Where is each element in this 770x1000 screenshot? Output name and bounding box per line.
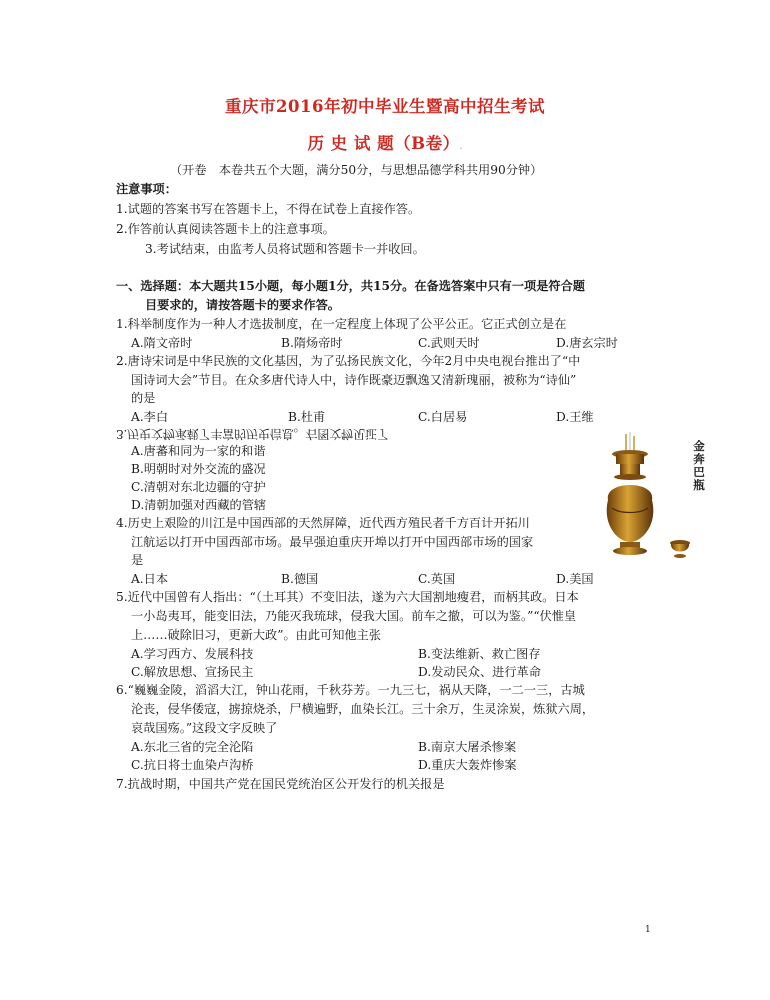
q5-option-b: B.变法维新、救亡图存 bbox=[418, 647, 541, 661]
q2-stem: 2.唐诗宋词是中华民族的文化基因，为了弘扬民族文化，今年2月中央电视台推出了“中 bbox=[116, 354, 581, 368]
q2-option-c: C.白居易 bbox=[418, 410, 468, 424]
q6-option-c: C.抗日将士血染卢沟桥 bbox=[131, 758, 254, 772]
q2-option-a: A.李白 bbox=[131, 410, 169, 424]
q4-option-a: A.日本 bbox=[131, 572, 169, 586]
q1-option-a: A.隋文帝时 bbox=[131, 336, 193, 350]
section1-heading: 一、选择题：本大题共15小题，每小题1分，共15分。在备选答案中只有一项是符合题 bbox=[116, 279, 585, 293]
golden-urn-figure bbox=[598, 430, 703, 565]
q1-option-d: D.唐玄宗时 bbox=[556, 336, 618, 350]
q4-stem-cont: 是 bbox=[131, 553, 144, 567]
q5-stem-cont: 上……破除旧习，更新大政”。由此可知他主张 bbox=[131, 628, 381, 642]
q6-option-a: A.东北三省的完全沦陷 bbox=[131, 740, 254, 754]
section1-heading-cont: 目要求的，请按答题卡的要求作答。 bbox=[145, 298, 340, 312]
figure-caption: 金奔巴瓶 bbox=[693, 439, 705, 492]
q3-stem: 3.历史文物承载了丰富的历史信息。右图文物见证了 bbox=[116, 427, 389, 441]
exam-subtitle bbox=[0, 130, 770, 154]
page-number: 1 bbox=[645, 925, 651, 935]
q4-option-d: D.美国 bbox=[556, 572, 594, 586]
q4-stem: 4.历史上艰险的川江是中国西部的天然屏障，近代西方殖民者千方百计开拓川 bbox=[116, 516, 530, 530]
q4-option-b: B.德国 bbox=[281, 572, 319, 586]
q7-stem: 7.抗战时期，中国共产党在国民党统治区公开发行的机关报是 bbox=[116, 777, 445, 791]
stray-dot: . bbox=[459, 142, 463, 151]
exam-subtitle-text: 历 史 试 题（B卷） bbox=[307, 134, 460, 153]
q2-option-b: B.杜甫 bbox=[288, 410, 326, 424]
q1-stem: 1.科举制度作为一种人才选拔制度，在一定程度上体现了公平公正。它正式创立是在 bbox=[116, 317, 567, 331]
q4-stem-cont: 江航运以打开中国西部市场。最早强迫重庆开埠以打开中国西部市场的国家 bbox=[131, 535, 534, 549]
q4-option-c: C.英国 bbox=[418, 572, 456, 586]
q2-stem-cont: 的是 bbox=[131, 391, 156, 405]
q6-option-b: B.南京大屠杀惨案 bbox=[418, 740, 517, 754]
q5-option-d: D.发动民众、进行革命 bbox=[418, 665, 541, 679]
q3-option-b: B.明朝时对外交流的盛况 bbox=[131, 462, 266, 476]
note-item: 3.考试结束，由监考人员将试题和答题卡一并收回。 bbox=[145, 242, 425, 256]
q2-option-d: D.王维 bbox=[556, 410, 594, 424]
q3-option-a: A.唐蕃和同为一家的和谐 bbox=[131, 444, 266, 458]
q5-stem: 5.近代中国曾有人指出：“（土耳其）不变旧法，遂为六大国割地瘦君，而柄其政。日本 bbox=[116, 590, 579, 604]
notes-heading: 注意事项： bbox=[116, 182, 177, 196]
q5-option-c: C.解放思想、宣扬民主 bbox=[131, 665, 254, 679]
q2-stem-cont: 国诗词大会”节目。在众多唐代诗人中，诗作既豪迈飘逸又清新瑰丽，被称为“诗仙” bbox=[131, 373, 577, 387]
q6-stem-cont: 哀哉国殇。”这段文字反映了 bbox=[131, 721, 278, 735]
note-item: 1.试题的答案书写在答题卡上，不得在试卷上直接作答。 bbox=[116, 202, 421, 216]
q5-option-a: A.学习西方、发展科技 bbox=[131, 647, 254, 661]
q6-stem-cont: 沦丧，侵华倭寇，掳掠烧杀，尸横遍野，血染长江。三十余万，生灵涂炭，炼狱六周， bbox=[131, 702, 595, 716]
exam-info: （开卷 本卷共五个大题，满分50分，与思想品德学科共用90分钟） bbox=[170, 163, 543, 177]
q6-stem: 6.“巍巍金陵，滔滔大江，钟山花雨，千秋芬芳。一九三七，祸从天降，一二一三，古城 bbox=[116, 683, 585, 697]
q3-option-d: D.清朝加强对西藏的管辖 bbox=[131, 498, 267, 512]
q1-option-b: B.隋炀帝时 bbox=[281, 336, 343, 350]
exam-title: 重庆市2016年初中毕业生暨高中招生考试 bbox=[225, 97, 545, 116]
note-item: 2.作答前认真阅读答题卡上的注意事项。 bbox=[116, 222, 335, 236]
q6-option-d: D.重庆大轰炸惨案 bbox=[418, 758, 517, 772]
q3-option-c: C.清朝对东北边疆的守护 bbox=[131, 480, 266, 494]
q1-option-c: C.武则天时 bbox=[418, 336, 480, 350]
q5-stem-cont: 一小岛夷耳，能变旧法，乃能灭我琉球，侵我大国。前车之撤，可以为鉴。”“伏惟皇 bbox=[131, 609, 577, 623]
